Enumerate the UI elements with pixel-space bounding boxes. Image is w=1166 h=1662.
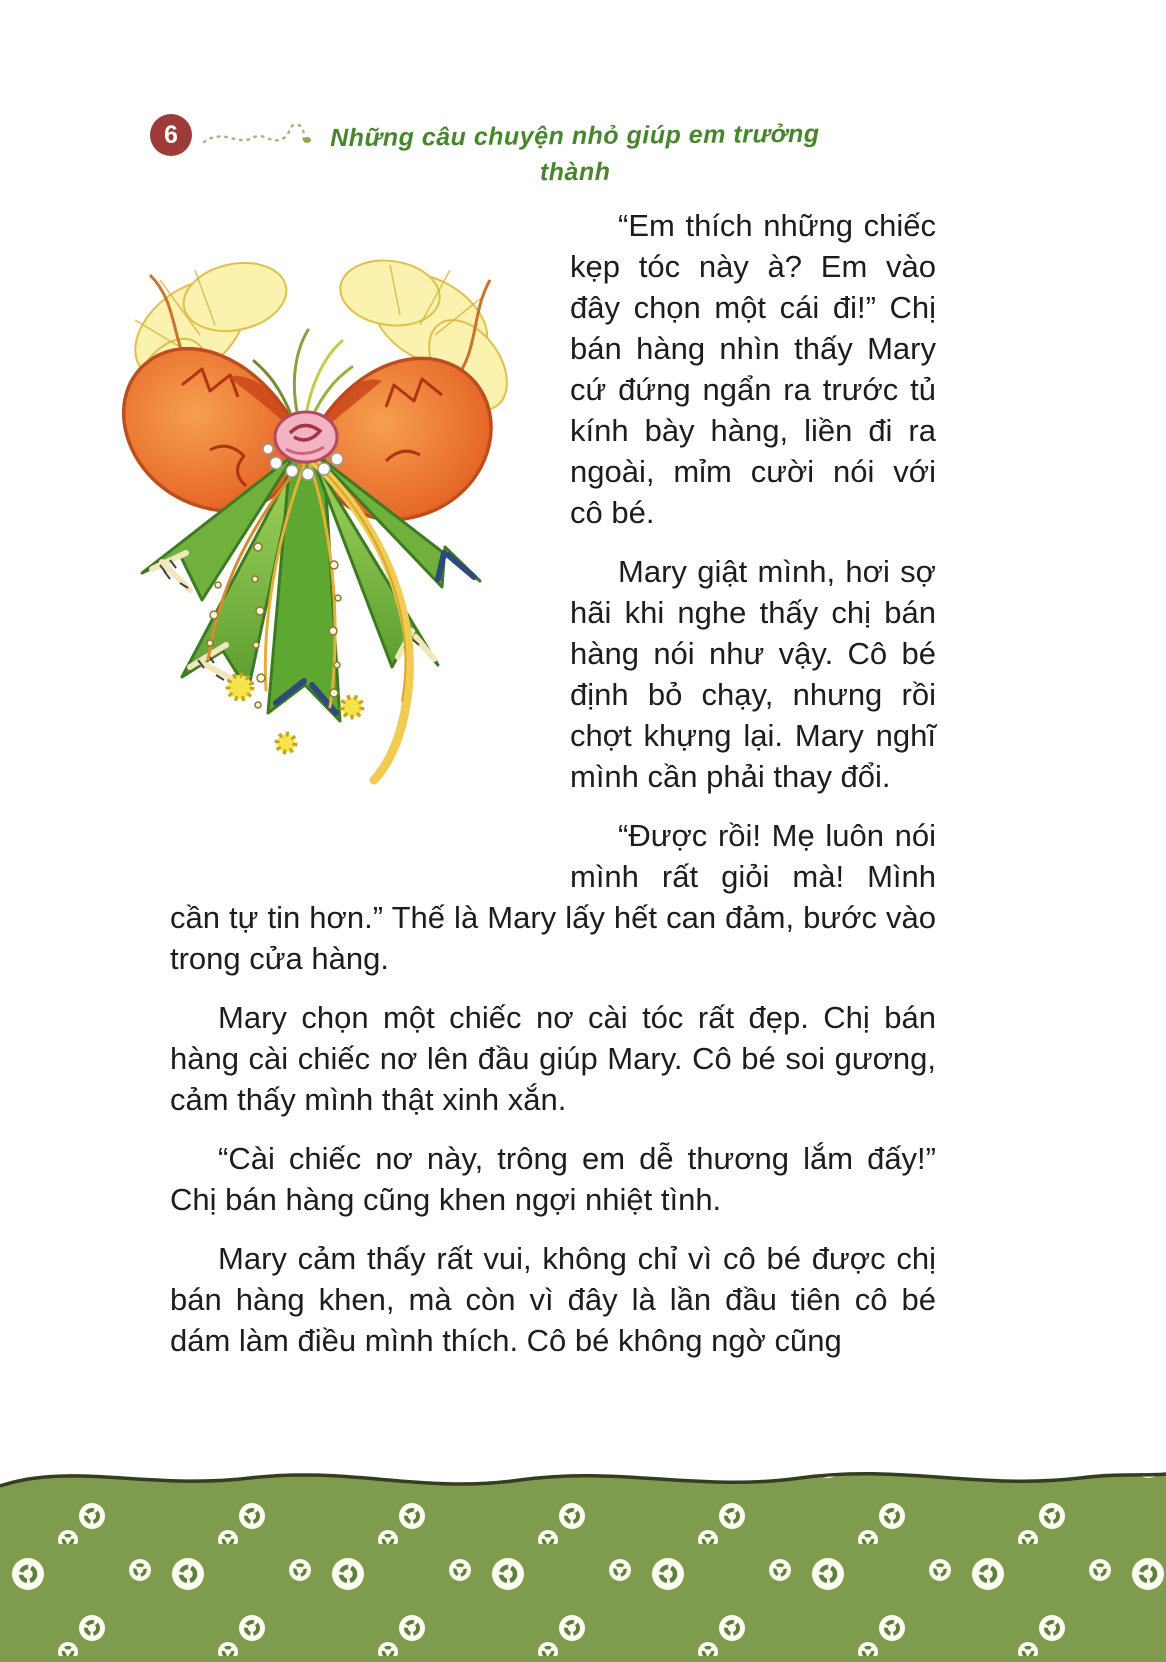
dotted-trail-icon: [200, 116, 312, 160]
footer-pattern-graphic: [0, 1432, 1166, 1662]
page-header: [0, 106, 1166, 187]
story-paragraph: Mary cảm thấy rất vui, không chỉ vì cô bé được chị bán hàng khen, mà còn vì đây là lần đầu tiên cô bé dám làm điều mình thích. Cô bé không ngờ cũng: [170, 1241, 936, 1358]
story-paragraph: “Cài chiếc nơ này, trông em dễ thương lắm đấy!” Chị bán hàng cũng khen ngợi nhiệt tình.: [170, 1141, 936, 1217]
bow-illustration: [90, 235, 555, 795]
story-paragraph: “Em thích những chiếc kẹp tóc này à? Em vào đây chọn một cái đi!” Chị bán hàng nhìn thấy Mary cứ đứng ngẩn ra trước tủ kính bày hàng, liền đi ra ngoài, mỉm cười nói với cô bé.: [570, 208, 936, 530]
page-number-badge: 6: [150, 114, 192, 156]
story-paragraph: “Được rồi! Mẹ luôn nói mình rất giỏi mà! Mình cần tự tin hơn.” Thế là Mary lấy hết can đảm, bước vào trong cửa hàng.: [170, 818, 936, 976]
illustration-container: [90, 205, 555, 885]
footer-pattern: [0, 1432, 1166, 1662]
story-paragraph: Mary giật mình, hơi sợ hãi khi nghe thấy chị bán hàng nói như vậy. Cô bé định bỏ chạy, nhưng rồi chợt khựng lại. Mary nghĩ mình cần phải thay đổi.: [570, 554, 936, 794]
story-paragraph: Mary chọn một chiếc nơ cài tóc rất đẹp. Chị bán hàng cài chiếc nơ lên đầu giúp Mary. Cô bé soi gương, cảm thấy mình thật xinh xắn.: [170, 1000, 936, 1117]
story-content: [170, 205, 936, 1379]
page-header-title: Những câu chuyện nhỏ giúp em trưởng thành: [330, 119, 820, 187]
